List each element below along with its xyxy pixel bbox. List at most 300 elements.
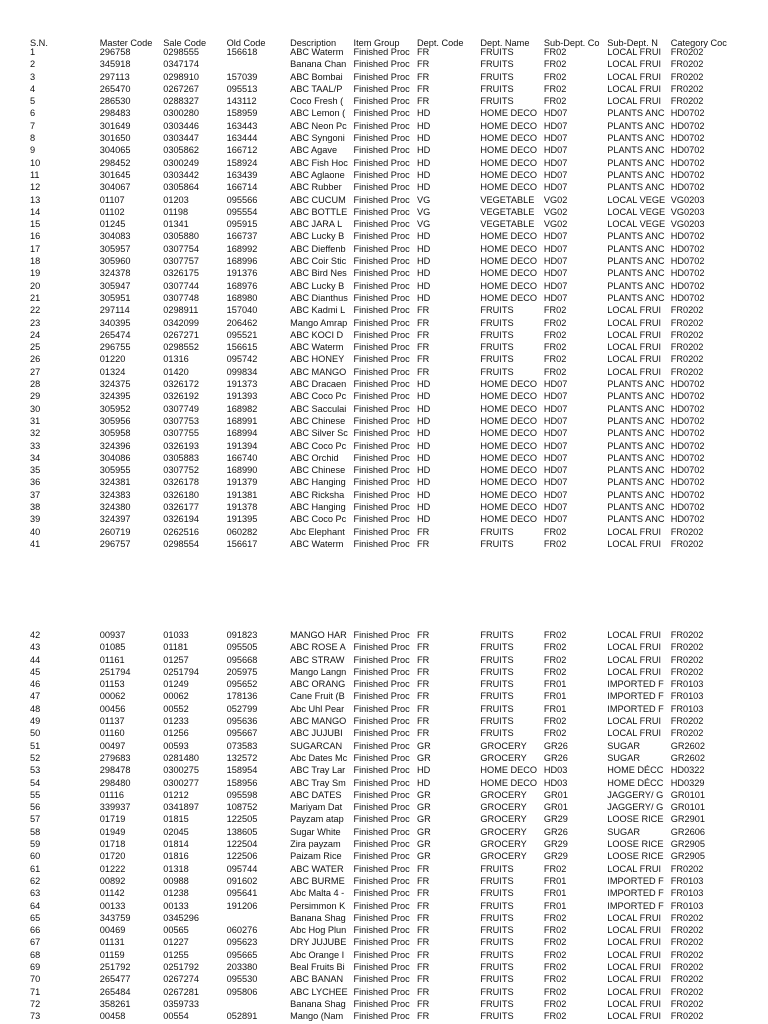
dept-name-cell[interactable]: HOME DECO [480,477,538,488]
description-cell[interactable]: ABC Tray Sm [290,777,346,788]
sale-code-cell[interactable]: 0305883 [163,452,199,463]
sn-cell[interactable]: 12 [30,182,41,193]
sn-cell[interactable]: 73 [30,1011,41,1022]
sale-code-cell[interactable]: 0359733 [163,998,199,1009]
sn-cell[interactable]: 11 [30,169,40,180]
sale-code-cell[interactable]: 01033 [163,630,189,640]
dept-name-cell[interactable]: FRUITS [480,974,514,985]
category-code-cell[interactable]: FR0202 [670,354,704,365]
category-code-cell[interactable]: GR0101 [670,789,705,800]
category-code-cell[interactable]: VG0203 [670,194,705,205]
master-code-cell[interactable]: 305958 [99,428,131,439]
dept-name-cell[interactable]: FRUITS [480,83,514,94]
dept-code-cell[interactable]: FR [416,974,430,985]
sale-code-cell[interactable]: 0307752 [163,465,199,476]
item-group-cell[interactable]: Finished Proc [353,440,410,451]
old-code-cell[interactable]: 095636 [226,716,258,727]
sn-cell[interactable]: 69 [30,962,41,973]
item-group-cell[interactable]: Finished Proc [353,839,410,850]
sub-dept-name-cell[interactable]: PLANTS ANC [607,280,665,291]
category-code-cell[interactable]: GR2606 [670,826,705,837]
dept-code-cell[interactable]: GR [416,789,431,800]
sub-dept-code-cell[interactable]: HD07 [543,514,568,525]
master-code-cell[interactable]: 00456 [99,703,126,714]
dept-name-cell[interactable]: GROCERY [480,752,527,763]
item-group-cell[interactable]: Finished Proc [353,182,410,193]
sub-dept-name-cell[interactable]: PLANTS ANC [607,403,665,414]
description-cell[interactable]: MANGO HAR [290,630,347,640]
old-code-cell[interactable]: 191206 [226,900,258,911]
description-cell[interactable]: ABC Lucky B [290,280,345,291]
sub-dept-code-cell[interactable]: FR02 [543,974,567,985]
description-cell[interactable]: ABC STRAW [290,654,345,665]
old-code-cell[interactable]: 095668 [226,654,258,665]
sub-dept-name-cell[interactable]: PLANTS ANC [607,415,665,426]
description-cell[interactable]: ABC DATES [290,789,342,800]
old-code-cell[interactable]: 158959 [226,108,258,119]
sub-dept-name-cell[interactable]: LOCAL FRUI [607,937,662,948]
sn-cell[interactable]: 14 [30,206,41,217]
sn-cell[interactable]: 15 [30,219,41,230]
item-group-cell[interactable]: Finished Proc [353,391,410,402]
sale-code-cell[interactable]: 0300249 [163,157,199,168]
dept-name-cell[interactable]: FRUITS [480,96,514,107]
sn-cell[interactable]: 4 [30,83,36,94]
sub-dept-name-cell[interactable]: LOCAL VEGE [607,219,666,230]
sn-cell[interactable]: 40 [30,526,41,537]
item-group-cell[interactable]: Finished Proc [353,96,410,107]
sub-dept-code-cell[interactable]: FR02 [543,716,567,727]
master-code-cell[interactable]: 00497 [99,740,126,751]
category-code-cell[interactable]: FR0202 [670,526,704,537]
sn-cell[interactable]: 57 [30,814,41,825]
sub-dept-code-cell[interactable]: FR02 [543,305,567,316]
sale-code-cell[interactable]: 00062 [163,691,189,702]
master-code-cell[interactable]: 304067 [99,182,131,193]
sub-dept-name-cell[interactable]: PLANTS ANC [607,379,665,390]
sn-cell[interactable]: 65 [30,912,41,923]
item-group-cell[interactable]: Finished Proc [353,802,410,813]
description-cell[interactable]: ABC Aglaone [290,169,345,180]
dept-name-cell[interactable]: FRUITS [480,538,514,549]
sale-code-cell[interactable]: 0307744 [163,280,199,291]
item-group-cell[interactable]: Finished Proc [353,949,410,960]
dept-code-cell[interactable]: FR [416,47,430,57]
dept-name-cell[interactable]: FRUITS [480,1011,514,1022]
old-code-cell[interactable]: 168994 [226,428,258,439]
sale-code-cell[interactable]: 00565 [163,925,189,936]
master-code-cell[interactable]: 345918 [99,59,131,70]
sub-dept-code-cell[interactable]: HD07 [543,428,568,439]
item-group-cell[interactable]: Finished Proc [353,526,410,537]
master-code-cell[interactable]: 265470 [99,83,131,94]
dept-code-cell[interactable]: VG [416,194,431,205]
master-code-cell[interactable]: 00458 [99,1011,126,1022]
master-code-cell[interactable]: 305951 [99,292,131,303]
category-code-cell[interactable]: HD0702 [670,514,705,525]
sub-dept-name-cell[interactable]: LOOSE RICE [607,851,664,862]
sub-dept-name-cell[interactable]: PLANTS ANC [607,145,665,156]
dept-name-cell[interactable]: HOME DECO [480,777,538,788]
sub-dept-name-cell[interactable]: LOCAL FRUI [607,986,662,997]
sub-dept-name-cell[interactable]: LOCAL FRUI [607,305,662,316]
category-code-cell[interactable]: FR0202 [670,863,704,874]
old-code-cell[interactable]: 168976 [226,280,258,291]
dept-name-cell[interactable]: GROCERY [480,839,527,850]
sub-dept-name-cell[interactable]: LOCAL FRUI [607,342,662,353]
sub-dept-code-cell[interactable]: GR26 [543,752,568,763]
description-cell[interactable]: ABC KOCI D [290,329,344,340]
dept-name-cell[interactable]: FRUITS [480,59,514,70]
old-code-cell[interactable]: 191393 [226,391,258,402]
dept-code-cell[interactable]: HD [416,440,431,451]
dept-name-cell[interactable]: HOME DECO [480,108,538,119]
master-code-cell[interactable]: 265484 [99,986,131,997]
old-code-cell[interactable]: 163439 [226,169,258,180]
dept-code-cell[interactable]: GR [416,826,431,837]
sub-dept-name-cell[interactable]: LOCAL FRUI [607,47,662,57]
sale-code-cell[interactable]: 01227 [163,937,189,948]
description-cell[interactable]: ABC Neon Pc [290,120,347,131]
sub-dept-name-cell[interactable]: PLANTS ANC [607,231,665,242]
sub-dept-code-cell[interactable]: FR02 [543,630,567,640]
sale-code-cell[interactable]: 01257 [163,654,189,665]
dept-code-cell[interactable]: HD [416,133,431,144]
sub-dept-code-cell[interactable]: FR01 [543,875,567,886]
old-code-cell[interactable]: 166737 [226,231,258,242]
sale-code-cell[interactable]: 01420 [163,366,189,377]
sn-cell[interactable]: 43 [30,642,41,653]
sub-dept-name-cell[interactable]: SUGAR [607,826,640,837]
description-cell[interactable]: ABC Chinese [290,465,346,476]
description-cell[interactable]: ABC Silver Sc [290,428,348,439]
master-code-cell[interactable]: 304083 [99,231,131,242]
dept-name-cell[interactable]: FRUITS [480,925,514,936]
category-code-cell[interactable]: FR0202 [670,83,704,94]
dept-code-cell[interactable]: HD [416,379,431,390]
sub-dept-name-cell[interactable]: PLANTS ANC [607,391,665,402]
item-group-cell[interactable]: Finished Proc [353,501,410,512]
dept-name-cell[interactable]: FRUITS [480,863,514,874]
sub-dept-code-cell[interactable]: FR02 [543,642,567,653]
dept-name-cell[interactable]: HOME DECO [480,133,538,144]
master-code-cell[interactable]: 305957 [99,243,131,254]
old-code-cell[interactable]: 166712 [226,145,258,156]
sale-code-cell[interactable]: 0281480 [163,752,199,763]
sub-dept-name-cell[interactable]: SUGAR [607,740,640,751]
category-code-cell[interactable]: HD0702 [670,231,705,242]
dept-code-cell[interactable]: HD [416,182,431,193]
category-code-cell[interactable]: HD0702 [670,182,705,193]
dept-code-cell[interactable]: HD [416,489,431,500]
sub-dept-code-cell[interactable]: HD07 [543,501,568,512]
old-code-cell[interactable]: 122504 [226,839,258,850]
sale-code-cell[interactable]: 0251794 [163,666,199,677]
sn-cell[interactable]: 37 [30,489,41,500]
category-code-cell[interactable]: HD0702 [670,256,705,267]
old-code-cell[interactable]: 073583 [226,740,258,751]
item-group-cell[interactable]: Finished Proc [353,329,410,340]
dept-code-cell[interactable]: FR [416,59,430,70]
category-code-cell[interactable]: HD0702 [670,440,705,451]
sale-code-cell[interactable]: 0307757 [163,256,199,267]
sale-code-cell[interactable]: 02045 [163,826,189,837]
description-cell[interactable]: ABC HONEY [290,354,345,365]
sub-dept-name-cell[interactable]: LOCAL FRUI [607,71,662,82]
sn-cell[interactable]: 25 [30,342,41,353]
dept-code-cell[interactable]: FR [416,305,430,316]
old-code-cell[interactable]: 091823 [226,630,258,640]
dept-name-cell[interactable]: HOME DECO [480,145,538,156]
master-code-cell[interactable]: 01161 [99,654,125,665]
old-code-cell[interactable]: 158956 [226,777,258,788]
dept-code-cell[interactable]: FR [416,900,430,911]
sale-code-cell[interactable]: 01181 [163,642,189,653]
old-code-cell[interactable]: 095744 [226,863,258,874]
dept-name-cell[interactable]: FRUITS [480,329,514,340]
dept-name-cell[interactable]: HOME DECO [480,379,538,390]
description-cell[interactable]: ABC Dracaen [290,379,347,390]
sn-cell[interactable]: 64 [30,900,41,911]
description-cell[interactable]: ABC MANGO [290,366,347,377]
dept-name-cell[interactable]: HOME DECO [480,391,538,402]
item-group-cell[interactable]: Finished Proc [353,728,410,739]
item-group-cell[interactable]: Finished Proc [353,765,410,776]
master-code-cell[interactable]: 01720 [99,851,126,862]
sn-cell[interactable]: 16 [30,231,41,242]
sub-dept-code-cell[interactable]: HD07 [543,440,568,451]
category-code-cell[interactable]: HD0702 [670,169,705,180]
sale-code-cell[interactable]: 0326175 [163,268,199,279]
col-header-category-code[interactable]: Category Coc [670,38,727,48]
sn-cell[interactable]: 41 [30,538,41,549]
old-code-cell[interactable]: 122506 [226,851,258,862]
sale-code-cell[interactable]: 0326172 [163,379,199,390]
item-group-cell[interactable]: Finished Proc [353,231,410,242]
dept-code-cell[interactable]: FR [416,679,430,690]
sn-cell[interactable]: 68 [30,949,41,960]
sub-dept-code-cell[interactable]: FR02 [543,998,567,1009]
sale-code-cell[interactable]: 0307754 [163,243,199,254]
sub-dept-name-cell[interactable]: LOCAL FRUI [607,630,662,640]
dept-name-cell[interactable]: FRUITS [480,366,514,377]
sale-code-cell[interactable]: 01815 [163,814,189,825]
sn-cell[interactable]: 32 [30,428,41,439]
item-group-cell[interactable]: Finished Proc [353,1011,410,1022]
category-code-cell[interactable]: HD0702 [670,415,705,426]
sub-dept-name-cell[interactable]: LOCAL FRUI [607,654,662,665]
description-cell[interactable]: ABC Syngoni [290,133,345,144]
dept-code-cell[interactable]: GR [416,851,431,862]
sale-code-cell[interactable]: 0326193 [163,440,199,451]
dept-code-cell[interactable]: HD [416,280,431,291]
category-code-cell[interactable]: FR0202 [670,71,704,82]
sn-cell[interactable]: 17 [30,243,41,254]
category-code-cell[interactable]: HD0702 [670,379,705,390]
item-group-cell[interactable]: Finished Proc [353,292,410,303]
sub-dept-code-cell[interactable]: HD07 [543,489,568,500]
sub-dept-name-cell[interactable]: IMPORTED F [607,679,664,690]
item-group-cell[interactable]: Finished Proc [353,962,410,973]
item-group-cell[interactable]: Finished Proc [353,83,410,94]
item-group-cell[interactable]: Finished Proc [353,452,410,463]
sub-dept-name-cell[interactable]: HOME DÉCC [607,777,664,788]
dept-code-cell[interactable]: FR [416,354,430,365]
sn-cell[interactable]: 5 [30,96,36,107]
sn-cell[interactable]: 72 [30,998,41,1009]
sale-code-cell[interactable]: 0307749 [163,403,199,414]
category-code-cell[interactable]: FR0202 [670,937,704,948]
dept-name-cell[interactable]: HOME DECO [480,514,538,525]
old-code-cell[interactable]: 156615 [226,342,258,353]
sn-cell[interactable]: 50 [30,728,41,739]
item-group-cell[interactable]: Finished Proc [353,415,410,426]
dept-code-cell[interactable]: HD [416,415,431,426]
item-group-cell[interactable]: Finished Proc [353,256,410,267]
item-group-cell[interactable]: Finished Proc [353,354,410,365]
category-code-cell[interactable]: FR0103 [670,900,704,911]
category-code-cell[interactable]: HD0702 [670,452,705,463]
old-code-cell[interactable]: 156618 [226,47,258,57]
sub-dept-name-cell[interactable]: PLANTS ANC [607,292,665,303]
sub-dept-code-cell[interactable]: GR01 [543,789,568,800]
master-code-cell[interactable]: 324380 [99,501,131,512]
description-cell[interactable]: ABC Coco Pc [290,514,347,525]
old-code-cell[interactable]: 052891 [226,1011,258,1022]
category-code-cell[interactable]: HD0702 [670,465,705,476]
category-code-cell[interactable]: FR0103 [670,691,704,702]
dept-code-cell[interactable]: FR [416,962,430,973]
dept-code-cell[interactable]: FR [416,642,430,653]
dept-name-cell[interactable]: FRUITS [480,526,514,537]
sn-cell[interactable]: 47 [30,691,41,702]
sub-dept-name-cell[interactable]: LOCAL FRUI [607,329,662,340]
sub-dept-code-cell[interactable]: HD07 [543,231,568,242]
master-code-cell[interactable]: 324383 [99,489,131,500]
master-code-cell[interactable]: 301645 [99,169,131,180]
dept-code-cell[interactable]: FR [416,526,430,537]
description-cell[interactable]: Abc Uhl Pear [290,703,345,714]
sub-dept-code-cell[interactable]: FR02 [543,329,567,340]
description-cell[interactable]: Banana Shag [290,912,346,923]
sub-dept-code-cell[interactable]: VG02 [543,219,568,230]
sale-code-cell[interactable]: 0288327 [163,96,199,107]
sale-code-cell[interactable]: 0345296 [163,912,199,923]
description-cell[interactable]: Mango Amrap [290,317,348,328]
dept-name-cell[interactable]: HOME DECO [480,169,538,180]
sub-dept-code-cell[interactable]: HD07 [543,452,568,463]
dept-name-cell[interactable]: HOME DECO [480,243,538,254]
sub-dept-code-cell[interactable]: FR02 [543,654,567,665]
sub-dept-code-cell[interactable]: FR01 [543,900,567,911]
description-cell[interactable]: ABC BANAN [290,974,344,985]
dept-name-cell[interactable]: FRUITS [480,716,514,727]
sale-code-cell[interactable]: 0305864 [163,182,199,193]
sale-code-cell[interactable]: 0267281 [163,986,199,997]
sub-dept-code-cell[interactable]: HD03 [543,765,568,776]
sub-dept-code-cell[interactable]: FR02 [543,71,567,82]
dept-code-cell[interactable]: HD [416,292,431,303]
sub-dept-code-cell[interactable]: FR02 [543,986,567,997]
sub-dept-code-cell[interactable]: FR02 [543,949,567,960]
item-group-cell[interactable]: Finished Proc [353,642,410,653]
sub-dept-name-cell[interactable]: LOCAL VEGE [607,194,666,205]
category-code-cell[interactable]: FR0202 [670,47,704,57]
item-group-cell[interactable]: Finished Proc [353,305,410,316]
old-code-cell[interactable]: 095652 [226,679,258,690]
category-code-cell[interactable]: VG0203 [670,219,705,230]
dept-name-cell[interactable]: FRUITS [480,888,514,899]
item-group-cell[interactable]: Finished Proc [353,912,410,923]
dept-code-cell[interactable]: FR [416,875,430,886]
sale-code-cell[interactable]: 0305862 [163,145,199,156]
sub-dept-code-cell[interactable]: FR02 [543,342,567,353]
dept-code-cell[interactable]: FR [416,538,430,549]
sale-code-cell[interactable]: 0326194 [163,514,199,525]
sub-dept-name-cell[interactable]: LOCAL FRUI [607,317,662,328]
sub-dept-name-cell[interactable]: PLANTS ANC [607,169,665,180]
sub-dept-code-cell[interactable]: FR02 [543,366,567,377]
description-cell[interactable]: Persimmon K [290,900,346,911]
dept-name-cell[interactable]: HOME DECO [480,501,538,512]
master-code-cell[interactable]: 01085 [99,642,126,653]
category-code-cell[interactable]: HD0702 [670,292,705,303]
dept-code-cell[interactable]: FR [416,654,430,665]
category-code-cell[interactable]: FR0202 [670,974,704,985]
master-code-cell[interactable]: 01107 [99,194,125,205]
sub-dept-name-cell[interactable]: PLANTS ANC [607,477,665,488]
dept-code-cell[interactable]: GR [416,752,431,763]
master-code-cell[interactable]: 286530 [99,96,131,107]
sn-cell[interactable]: 19 [30,268,41,279]
old-code-cell[interactable]: 138605 [226,826,258,837]
item-group-cell[interactable]: Finished Proc [353,654,410,665]
dept-code-cell[interactable]: FR [416,666,430,677]
old-code-cell[interactable]: 168980 [226,292,258,303]
category-code-cell[interactable]: FR0202 [670,642,704,653]
category-code-cell[interactable]: GR2602 [670,740,705,751]
description-cell[interactable]: ABC Hanging [290,477,346,488]
sub-dept-name-cell[interactable]: JAGGERY/ G [607,789,664,800]
description-cell[interactable]: ABC Fish Hoc [290,157,348,168]
dept-code-cell[interactable]: GR [416,814,431,825]
sale-code-cell[interactable]: 00988 [163,875,189,886]
dept-code-cell[interactable]: HD [416,231,431,242]
master-code-cell[interactable]: 324397 [99,514,131,525]
item-group-cell[interactable]: Finished Proc [353,814,410,825]
description-cell[interactable]: ABC BURME [290,875,345,886]
sub-dept-code-cell[interactable]: GR29 [543,814,568,825]
dept-name-cell[interactable]: GROCERY [480,802,527,813]
dept-code-cell[interactable]: HD [416,514,431,525]
master-code-cell[interactable]: 260719 [99,526,131,537]
sub-dept-name-cell[interactable]: LOCAL VEGE [607,206,666,217]
sub-dept-code-cell[interactable]: FR02 [543,1011,567,1022]
dept-code-cell[interactable]: GR [416,839,431,850]
sub-dept-code-cell[interactable]: FR02 [543,354,567,365]
master-code-cell[interactable]: 01324 [99,366,126,377]
dept-name-cell[interactable]: HOME DECO [480,280,538,291]
category-code-cell[interactable]: HD0702 [670,268,705,279]
sn-cell[interactable]: 1 [30,47,36,57]
sn-cell[interactable]: 63 [30,888,41,899]
sale-code-cell[interactable]: 0307748 [163,292,199,303]
dept-name-cell[interactable]: FRUITS [480,630,514,640]
dept-name-cell[interactable]: FRUITS [480,354,514,365]
description-cell[interactable]: Cane Fruit (B [290,691,345,702]
item-group-cell[interactable]: Finished Proc [353,666,410,677]
master-code-cell[interactable]: 01160 [99,728,125,739]
